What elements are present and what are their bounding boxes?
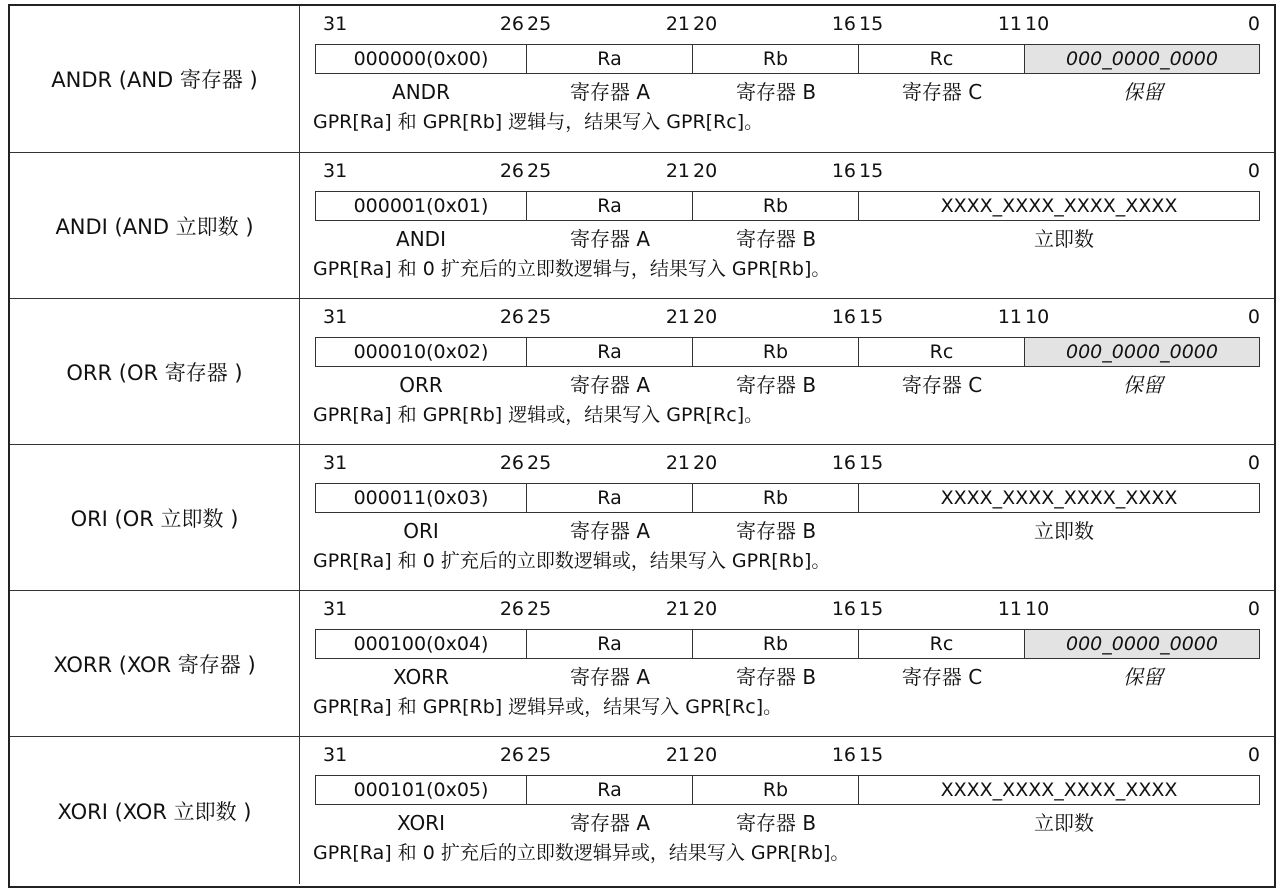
field-name: 寄存器 A: [569, 227, 651, 251]
reserved-field: 000_0000_0000: [1025, 44, 1260, 74]
immediate-field: XXXX_XXXX_XXXX_XXXX: [859, 191, 1260, 221]
bit-index: 16: [831, 744, 856, 766]
rc-field: Rc: [859, 337, 1025, 367]
field-name: 寄存器 C: [901, 373, 983, 397]
rb-field: Rb: [693, 191, 859, 221]
field-name: ANDR: [392, 80, 450, 104]
field-name: 立即数: [1034, 519, 1094, 543]
bit-index: 21: [665, 598, 690, 620]
field-name: XORR: [393, 665, 449, 689]
field-name: 寄存器 A: [569, 519, 651, 543]
bit-index: 31: [323, 598, 348, 620]
bit-index: 26: [499, 598, 524, 620]
field-name: 寄存器 A: [569, 373, 651, 397]
instruction-label: ANDI (AND 立即数 ): [10, 153, 300, 298]
instruction-row: [10, 736, 1274, 884]
rc-field: Rc: [859, 44, 1025, 74]
bit-index: 25: [527, 744, 552, 766]
instruction-row: [10, 298, 1274, 444]
instruction-detail: [300, 737, 1274, 884]
instruction-description: GPR[Ra] 和 GPR[Rb] 逻辑与，结果写入 GPR[Rc]。: [313, 111, 764, 133]
instruction-detail: [300, 6, 1274, 152]
bit-index: 26: [499, 13, 524, 35]
ra-field: Ra: [527, 483, 693, 513]
bit-index: 16: [831, 160, 856, 182]
instruction-detail: [300, 591, 1274, 736]
bit-index: 21: [665, 744, 690, 766]
bit-index: 0: [1247, 306, 1260, 328]
opcode-field: 000011(0x03): [315, 483, 527, 513]
field-name: 寄存器 B: [735, 519, 817, 543]
rc-field: Rc: [859, 629, 1025, 659]
bit-index: 20: [693, 160, 718, 182]
bit-index: 31: [323, 160, 348, 182]
field-name: 保留: [1123, 373, 1163, 397]
opcode-field: 000000(0x00): [315, 44, 527, 74]
field-layout: [315, 44, 1260, 74]
field-name: ORI: [403, 519, 439, 543]
bit-index: 15: [859, 160, 884, 182]
opcode-field: 000010(0x02): [315, 337, 527, 367]
bit-index: 21: [665, 452, 690, 474]
bit-index: 0: [1247, 13, 1260, 35]
rb-field: Rb: [693, 44, 859, 74]
bit-index: 10: [1025, 13, 1050, 35]
rb-field: Rb: [693, 629, 859, 659]
opcode-field: 000100(0x04): [315, 629, 527, 659]
instruction-label: ORI (OR 立即数 ): [10, 445, 300, 590]
bit-index: 10: [1025, 306, 1050, 328]
bit-index: 21: [665, 13, 690, 35]
bit-index: 15: [859, 452, 884, 474]
bit-index: 16: [831, 13, 856, 35]
instruction-format-table: [8, 4, 1276, 888]
bit-index: 25: [527, 160, 552, 182]
bit-index: 10: [1025, 598, 1050, 620]
bit-index: 26: [499, 452, 524, 474]
bit-index: 0: [1247, 744, 1260, 766]
bit-index: 20: [693, 452, 718, 474]
instruction-row: [10, 444, 1274, 590]
field-name: ORR: [399, 373, 443, 397]
instruction-detail: [300, 153, 1274, 298]
instruction-description: GPR[Ra] 和 0 扩充后的立即数逻辑异或，结果写入 GPR[Rb]。: [313, 842, 850, 864]
reserved-field: 000_0000_0000: [1025, 629, 1260, 659]
bit-index: 16: [831, 598, 856, 620]
ra-field: Ra: [527, 775, 693, 805]
bit-index: 11: [997, 306, 1022, 328]
bit-index: 25: [527, 598, 552, 620]
bit-index: 31: [323, 306, 348, 328]
field-layout: [315, 191, 1260, 221]
bit-index: 20: [693, 598, 718, 620]
bit-index: 21: [665, 306, 690, 328]
ra-field: Ra: [527, 44, 693, 74]
field-name: XORI: [397, 811, 445, 835]
instruction-description: GPR[Ra] 和 0 扩充后的立即数逻辑与，结果写入 GPR[Rb]。: [313, 258, 831, 280]
field-name: ANDI: [396, 227, 446, 251]
ra-field: Ra: [527, 191, 693, 221]
instruction-detail: [300, 445, 1274, 590]
bit-index: 26: [499, 306, 524, 328]
field-name: 寄存器 C: [901, 665, 983, 689]
instruction-label: XORR (XOR 寄存器 ): [10, 591, 300, 736]
instruction-row: [10, 6, 1274, 152]
field-name: 立即数: [1034, 811, 1094, 835]
instruction-label: ORR (OR 寄存器 ): [10, 299, 300, 444]
field-name: 寄存器 B: [735, 227, 817, 251]
rb-field: Rb: [693, 337, 859, 367]
field-name: 寄存器 B: [735, 811, 817, 835]
instruction-row: [10, 590, 1274, 736]
field-layout: [315, 483, 1260, 513]
instruction-row: [10, 152, 1274, 298]
field-name: 寄存器 A: [569, 811, 651, 835]
bit-index: 26: [499, 744, 524, 766]
bit-index: 25: [527, 306, 552, 328]
instruction-description: GPR[Ra] 和 0 扩充后的立即数逻辑或，结果写入 GPR[Rb]。: [313, 550, 831, 572]
ra-field: Ra: [527, 629, 693, 659]
bit-index: 15: [859, 13, 884, 35]
field-name: 寄存器 C: [901, 80, 983, 104]
bit-index: 11: [997, 598, 1022, 620]
field-layout: [315, 337, 1260, 367]
field-layout: [315, 775, 1260, 805]
bit-index: 31: [323, 452, 348, 474]
bit-index: 26: [499, 160, 524, 182]
instruction-description: GPR[Ra] 和 GPR[Rb] 逻辑异或，结果写入 GPR[Rc]。: [313, 696, 783, 718]
bit-index: 15: [859, 598, 884, 620]
bit-index: 0: [1247, 452, 1260, 474]
ra-field: Ra: [527, 337, 693, 367]
immediate-field: XXXX_XXXX_XXXX_XXXX: [859, 483, 1260, 513]
field-name: 寄存器 B: [735, 80, 817, 104]
instruction-label: ANDR (AND 寄存器 ): [10, 6, 300, 152]
field-name: 立即数: [1034, 227, 1094, 251]
bit-index: 16: [831, 452, 856, 474]
rb-field: Rb: [693, 483, 859, 513]
instruction-label: XORI (XOR 立即数 ): [10, 737, 300, 884]
instruction-detail: [300, 299, 1274, 444]
field-name: 寄存器 B: [735, 373, 817, 397]
bit-index: 15: [859, 744, 884, 766]
field-name: 保留: [1123, 665, 1163, 689]
field-name: 寄存器 B: [735, 665, 817, 689]
field-name: 保留: [1123, 80, 1163, 104]
bit-index: 20: [693, 744, 718, 766]
bit-index: 16: [831, 306, 856, 328]
bit-index: 25: [527, 452, 552, 474]
bit-index: 25: [527, 13, 552, 35]
bit-index: 21: [665, 160, 690, 182]
bit-index: 20: [693, 306, 718, 328]
opcode-field: 000001(0x01): [315, 191, 527, 221]
instruction-description: GPR[Ra] 和 GPR[Rb] 逻辑或，结果写入 GPR[Rc]。: [313, 404, 764, 426]
bit-index: 31: [323, 13, 348, 35]
immediate-field: XXXX_XXXX_XXXX_XXXX: [859, 775, 1260, 805]
bit-index: 11: [997, 13, 1022, 35]
opcode-field: 000101(0x05): [315, 775, 527, 805]
bit-index: 0: [1247, 598, 1260, 620]
field-layout: [315, 629, 1260, 659]
bit-index: 15: [859, 306, 884, 328]
field-name: 寄存器 A: [569, 665, 651, 689]
bit-index: 31: [323, 744, 348, 766]
reserved-field: 000_0000_0000: [1025, 337, 1260, 367]
rb-field: Rb: [693, 775, 859, 805]
field-name: 寄存器 A: [569, 80, 651, 104]
bit-index: 20: [693, 13, 718, 35]
bit-index: 0: [1247, 160, 1260, 182]
